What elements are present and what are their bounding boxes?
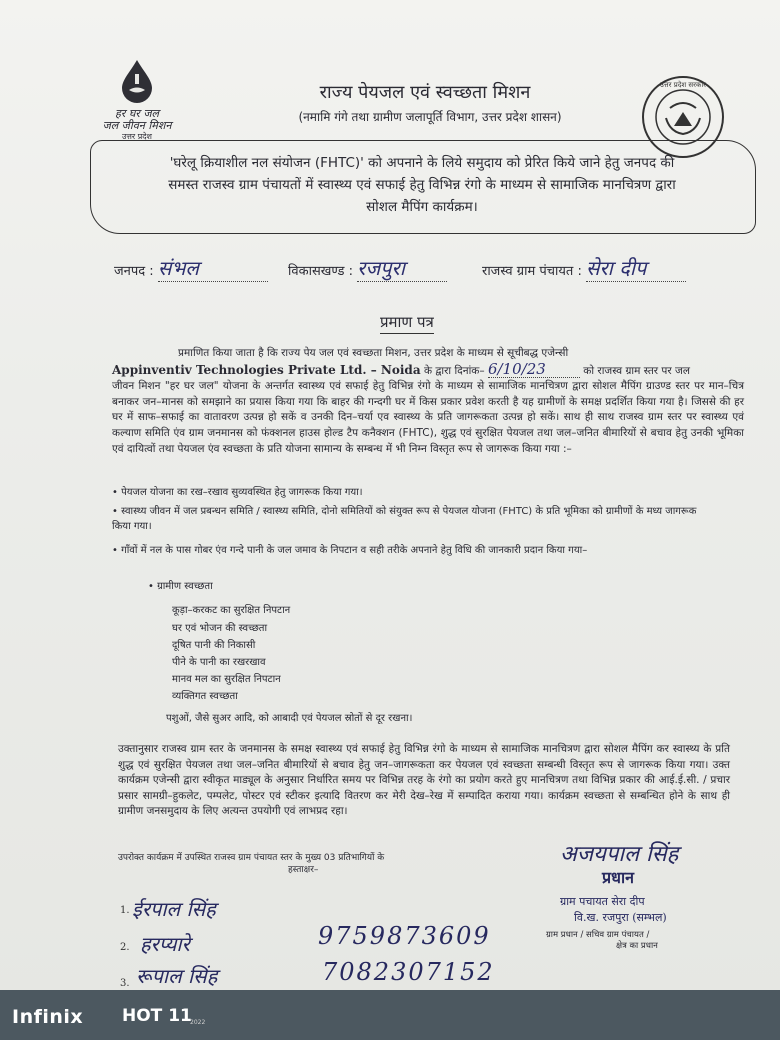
pradhan-stamp-label: प्रधान — [602, 868, 634, 887]
para1-intro: प्रमाणित किया जाता है कि राज्य पेय जल एवं स्वच्छता मिशन, उत्तर प्रदेश के माध्यम से सूचीबद्ध एजेन्सी — [178, 347, 569, 359]
bullet-maintenance: • पेयजल योजना का रख–रखाव सुव्यवस्थित हेतु जागरूक किया गया। — [112, 487, 363, 498]
signatories-intro — [118, 852, 458, 876]
sub-item-wastewater: दूषित पानी की निकासी — [172, 640, 256, 651]
sub-item-rural-sanitation: • ग्रामीण स्वच्छता — [148, 581, 213, 592]
signatory-number-3: 3. — [120, 978, 130, 989]
signatory-number-1: 1. — [120, 905, 130, 916]
photo-bottom-edge — [0, 990, 780, 1040]
signatory-phone-1: 9759873609 — [318, 922, 491, 950]
district-label: जनपद : — [114, 264, 154, 279]
signatory-number-2: 2. — [120, 942, 130, 953]
pradhan-role-line2: क्षेत्र का प्रधान — [616, 941, 658, 951]
logo-line1: हर घर जल — [115, 107, 159, 120]
pradhan-signature: अजयपाल सिंह — [560, 842, 679, 867]
block-field — [288, 254, 447, 282]
signatories-intro-line2: हस्ताक्षर– — [288, 865, 319, 875]
panchayat-stamp-line2: वि.ख. रजपुरा (सम्भल) — [574, 911, 667, 924]
panchayat-field — [482, 254, 686, 282]
para1-date-label: के द्वारा दिनांक– — [420, 364, 488, 377]
pradhan-role — [546, 930, 726, 952]
panchayat-stamp-line1: ग्राम पचायत सेरा दीप — [560, 895, 645, 908]
block-value: रजपुरा — [357, 254, 447, 282]
certificate-title: प्रमाण पत्र — [380, 312, 434, 334]
logo-line2: जल जीवन मिशन — [102, 119, 172, 132]
panchayat-label: राजस्व ग्राम पंचायत : — [482, 264, 582, 279]
mission-title: राज्य पेयजल एवं स्वच्छता मिशन — [319, 82, 531, 103]
bullet-waste-disposal: • गाँवों में नल के पास गोबर एंव गन्दे पानी के जल जमाव के निपटान व सही तरीके अपनाने हेतु विधि की जानकारी प्रदान किया गया– — [112, 545, 588, 556]
program-banner-text — [108, 152, 736, 218]
banner-line2: समस्त राजस्व ग्राम पंचायतों में स्वास्थ्य एवं सफाई हेतु विभिन्न रंगो के माध्यम से सामाजिक मानचित्रण द्वारा — [168, 177, 676, 193]
sub-item-garbage: कूड़ा–करकट का सुरक्षित निपटान — [172, 605, 291, 616]
camera-watermark-model: HOT 11 — [122, 1006, 192, 1026]
program-date: 6/10/23 — [488, 362, 580, 379]
banner-line3: सोशल मैपिंग कार्यक्रम। — [366, 199, 478, 215]
para1-tail: को राजस्व ग्राम स्तर पर जल — [579, 364, 690, 377]
signatory-phone-2: 7082307152 — [322, 958, 495, 986]
sub-item-personal-hygiene: व्यक्तिगत स्वच्छता — [172, 691, 238, 702]
sub-item-home-food: घर एवं भोजन की स्वच्छता — [172, 623, 268, 634]
seal-text: उत्तर प्रदेश सरकार — [659, 81, 707, 89]
pradhan-role-line1: ग्राम प्रधान / सचिव ग्राम पंचायत / — [546, 930, 650, 940]
block-label: विकासखण्ड : — [288, 264, 354, 279]
certificate-paragraph-1 — [112, 346, 744, 457]
signatories-intro-line1: उपरोक्त कार्यक्रम में उपस्थित राजस्व ग्राम पंचायत स्तर के मुख्य 03 प्रतिभागियों के — [118, 853, 385, 863]
certificate-paragraph-2: उक्तानुसार राजस्व ग्राम स्तर के जनमानस के समक्ष स्वास्थ्य एवं सफाई हेतु विभिन्न रंगो के माध्यम से सामाजिक मानचित्रण द्वारा सोशल मैपिंग कर स्वास्थ्य के प्रति शुद्ध एवं सुरक्षित पेयजल तथा जल–जनित बीमारियों से बचाव हेतु जन–जागरूकता कर पेयजल एवं स्वच्छता सम्बन्धी विस्तृत रूप से जागरूक किया गया। उक्त कार्यक्रम एजेन्सी द्वारा स्वीकृत माड्यूल के अनुसार निर्धारित समय पर विभिन्न तरह के रंगो का प्रयोग करते हुए मानचित्रण तथा विभिन्न प्रकार की आई.ई.सी. / प्रचार प्रसार सामग्री–हुकलेट, पम्पलेट, पोस्टर एवं स्टीकर इत्यादि वितरण कर मेरी देख–रेख में सम्पादित कराया गया। कार्यक्रम स्वच्छता से सम्बन्धित होने के साथ ही ग्रामीण जनसमुदाय के लिए अत्यन्त उपयोगी एवं लाभप्रद रहा। — [118, 743, 730, 818]
water-drop-icon — [114, 58, 160, 104]
para1-body: जीवन मिशन "हर घर जल" योजना के अन्तर्गत स्वास्थ्य एवं सफाई हेतु विभिन्न रंगो के माध्यम से सामाजिक मानचित्रण द्वारा सोशल मैपिंग ग्राउण्ड स्तर पर मान–चित्र बनाकर जन–मानस को समझाने का प्रयास किया गया कि बाहर की गन्दगी घर में किस प्रकार प्रवेश करती है यह ग्रामीणों के समक्ष प्रदर्शित किया गया है। जिससे की हर घर में साफ–सफाई का वातावरण उत्पन्न हो सकें व उनकी दिन–चर्या एव स्वास्थ्य के प्रति जागरूकता उत्पन्न हो सकें। साथ ही साथ राजस्व ग्राम स्तर पर स्वास्थ्य एवं कल्याण समिति एंव ग्राम जनमानस को फंक्शनल हाउस होल्ड टैप कनैक्शन (FHTC), शुद्ध एवं सुरक्षित पेयजल तथा जल–जनित बीमारियों से बचाव हेतु उनकी भूमिका एवं दायित्वों तथा पेयजल एंव स्वच्छता के प्रति योजना सामान्य के सम्बन्ध में भी निम्न विस्तृत रूप से जागरूक किया गया :– — [112, 380, 744, 455]
har-ghar-jal-logo — [92, 58, 182, 141]
camera-watermark-brand: Infinix — [12, 1006, 84, 1028]
agency-name: Appinventiv Technologies Private Ltd. – Noida — [112, 362, 421, 377]
signatory-1-signature: ईरपाल सिंह — [132, 897, 216, 921]
sub-item-drinking-water: पीने के पानी का रखरखाव — [172, 657, 266, 668]
banner-line1: 'घरेलू क्रियाशील नल संयोजन (FHTC)' को अपनाने के लिये समुदाय को प्रेरित किये जाने हेतु जनपद की — [169, 155, 675, 171]
camera-watermark-year: 2022 — [190, 1019, 206, 1026]
signatory-2-signature: हरप्यारे — [140, 932, 190, 956]
mission-subtitle: (नमामि गंगे तथा ग्रामीण जलापूर्ति विभाग, उत्तर प्रदेश शासन) — [298, 110, 562, 124]
logo-line3: उत्तर प्रदेश — [122, 132, 152, 141]
signatory-3-signature: रूपाल सिंह — [136, 964, 218, 988]
panchayat-value: सेरा दीप — [586, 254, 686, 282]
district-field — [114, 254, 268, 282]
bullet-committee: • स्वास्थ्य जीवन में जल प्रबन्धन समिति / स्वास्थ्य समिति, दोनो समितियों को संयुक्त रूप से पेयजल योजना (FHTC) के प्रति भूमिका को ग्रामीणों के मध्य जागरूक किया गया। — [112, 506, 697, 532]
sub-item-human-waste: मानव मल का सुरक्षित निपटान — [172, 674, 281, 685]
district-value: संभल — [158, 254, 268, 282]
sub-item-animals: पशुओं, जैसे सुअर आदि, को आबादी एवं पेयजल स्रोतों से दूर रखना। — [166, 713, 413, 724]
